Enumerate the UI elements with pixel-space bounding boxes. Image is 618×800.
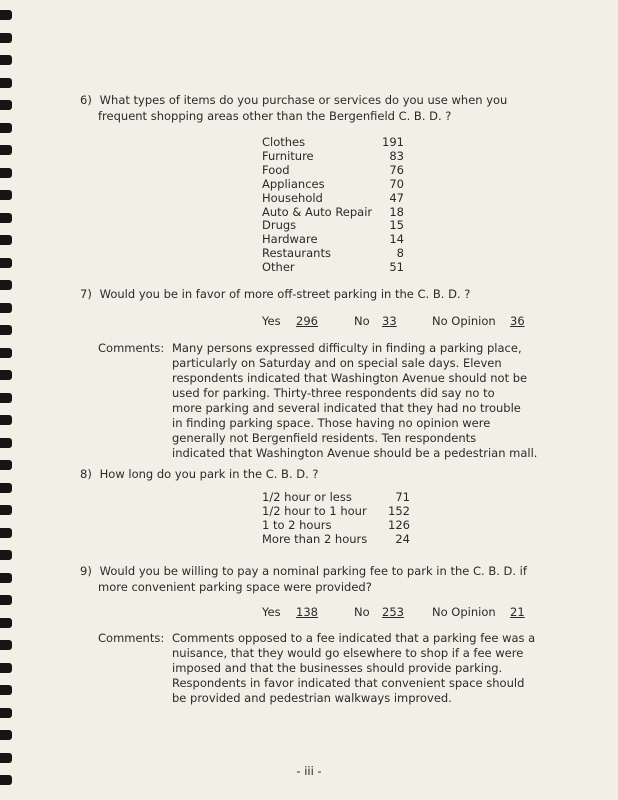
binding-hole [0,280,12,290]
question-text-continued: more convenient parking space were provided? [98,580,372,594]
binding-hole [0,573,12,583]
item-label: Appliances [262,176,325,191]
duration-label: 1/2 hour or less [262,490,352,504]
question-number: 6) [80,93,92,107]
question-number: 7) [80,287,92,301]
table-row [262,164,404,178]
comment-line: Respondents in favor indicated that convenient space should [172,676,525,690]
binding-hole [0,460,12,470]
duration-count: 126 [388,517,410,532]
question-6 [80,92,507,124]
table-row [262,491,410,505]
comment-line: imposed and that the businesses should provide parking. [172,661,503,675]
binding-hole [0,685,12,695]
comments-body [172,631,572,706]
spiral-binding [0,0,16,800]
question-text: Would you be willing to pay a nominal parking fee to park in the C. B. D. if [99,564,527,578]
parking-duration-table [262,491,410,547]
duration-label: 1/2 hour to 1 hour [262,503,367,518]
binding-hole [0,730,12,740]
table-row [262,261,404,275]
binding-hole [0,415,12,425]
binding-hole [0,145,12,155]
binding-hole [0,78,12,88]
comment-line: nuisance, that they would go elsewhere to shop if a fee were [172,646,524,660]
question-text: What types of items do you purchase or services do you use when you [99,93,508,107]
comment-line: Many persons expressed difficulty in finding a parking place, [172,341,522,355]
binding-hole [0,55,12,65]
question-text-continued: frequent shopping areas other than the Bergenfield C. B. D. ? [98,109,452,123]
yes-count: 138 [296,605,318,619]
comment-line: Comments opposed to a fee indicated that a parking fee was a [172,631,536,645]
comment-line: indicated that Washington Avenue should be a pedestrian mall. [172,446,538,460]
binding-hole [0,235,12,245]
page-number: - iii - [296,764,322,778]
table-row [262,150,404,164]
item-label: Restaurants [262,246,331,261]
binding-hole [0,10,12,20]
q7-answers [262,313,542,329]
comment-line: more parking and several indicated that they had no trouble [172,401,521,415]
table-row [262,533,410,547]
comment-line: respondents indicated that Washington Avenue should not be [172,371,528,385]
binding-hole [0,550,12,560]
question-7 [80,286,470,302]
no-count: 253 [382,605,404,619]
item-count: 8 [396,246,404,261]
binding-hole [0,370,12,380]
yes-label: Yes [262,314,281,328]
item-label: Food [262,162,290,177]
no-opinion-count: 36 [510,314,525,328]
item-label: Household [262,190,323,205]
binding-hole [0,438,12,448]
table-row [262,219,404,233]
question-number: 9) [80,564,92,578]
table-row [262,247,404,261]
yes-label: Yes [262,605,281,619]
binding-hole [0,528,12,538]
question-text: How long do you park in the C. B. D. ? [99,467,319,481]
duration-count: 71 [395,490,410,504]
item-count: 83 [389,148,404,163]
duration-label: More than 2 hours [262,531,368,546]
table-row [262,519,410,533]
item-count: 18 [389,204,404,219]
purchase-types-table [262,136,404,275]
comment-line: used for parking. Thirty-three respondents did say no to [172,386,495,400]
question-number: 8) [80,467,92,481]
binding-hole [0,393,12,403]
binding-hole [0,190,12,200]
binding-hole [0,753,12,763]
q7-comments [98,341,578,465]
comment-line: be provided and pedestrian walkways improved. [172,691,452,705]
item-label: Drugs [262,218,297,233]
item-label: Auto & Auto Repair [262,204,373,219]
no-opinion-count: 21 [510,605,525,619]
binding-hole [0,595,12,605]
item-count: 76 [389,162,404,177]
table-row [262,505,410,519]
item-count: 51 [389,260,404,275]
binding-hole [0,168,12,178]
item-count: 14 [389,232,404,247]
q9-answers [262,604,542,620]
table-row [262,178,404,192]
item-label: Clothes [262,135,306,149]
binding-hole [0,258,12,268]
binding-hole [0,213,12,223]
binding-hole [0,483,12,493]
comments-label: Comments: [98,341,165,355]
item-count: 15 [389,218,404,233]
item-count: 70 [389,176,404,191]
binding-hole [0,618,12,628]
no-count: 33 [382,314,397,328]
binding-hole [0,123,12,133]
item-label: Other [262,260,295,275]
no-label: No [354,605,370,619]
table-row [262,192,404,206]
table-row [262,136,404,150]
binding-hole [0,33,12,43]
binding-hole [0,325,12,335]
comment-line: generally not Bergenfield residents. Ten respondents [172,431,477,445]
comment-line: particularly on Saturday and on special sale days. Eleven [172,356,502,370]
binding-hole [0,640,12,650]
no-opinion-label: No Opinion [432,314,496,328]
question-text: Would you be in favor of more off-street parking in the C. B. D. ? [99,287,471,301]
binding-hole [0,708,12,718]
item-count: 47 [389,190,404,205]
item-count: 191 [382,135,404,149]
binding-hole [0,505,12,515]
table-row [262,233,404,247]
q9-comments [98,631,578,711]
comments-label: Comments: [98,631,165,645]
item-label: Furniture [262,148,314,163]
question-9 [80,563,527,595]
duration-label: 1 to 2 hours [262,517,332,532]
question-8 [80,466,319,482]
binding-hole [0,100,12,110]
comment-line: in finding parking space. Those having no opinion were [172,416,491,430]
yes-count: 296 [296,314,318,328]
item-label: Hardware [262,232,318,247]
binding-hole [0,663,12,673]
no-label: No [354,314,370,328]
binding-hole [0,348,12,358]
table-row [262,206,404,220]
binding-hole [0,303,12,313]
no-opinion-label: No Opinion [432,605,496,619]
duration-count: 152 [388,503,410,518]
comments-body [172,341,572,461]
duration-count: 24 [395,531,410,546]
